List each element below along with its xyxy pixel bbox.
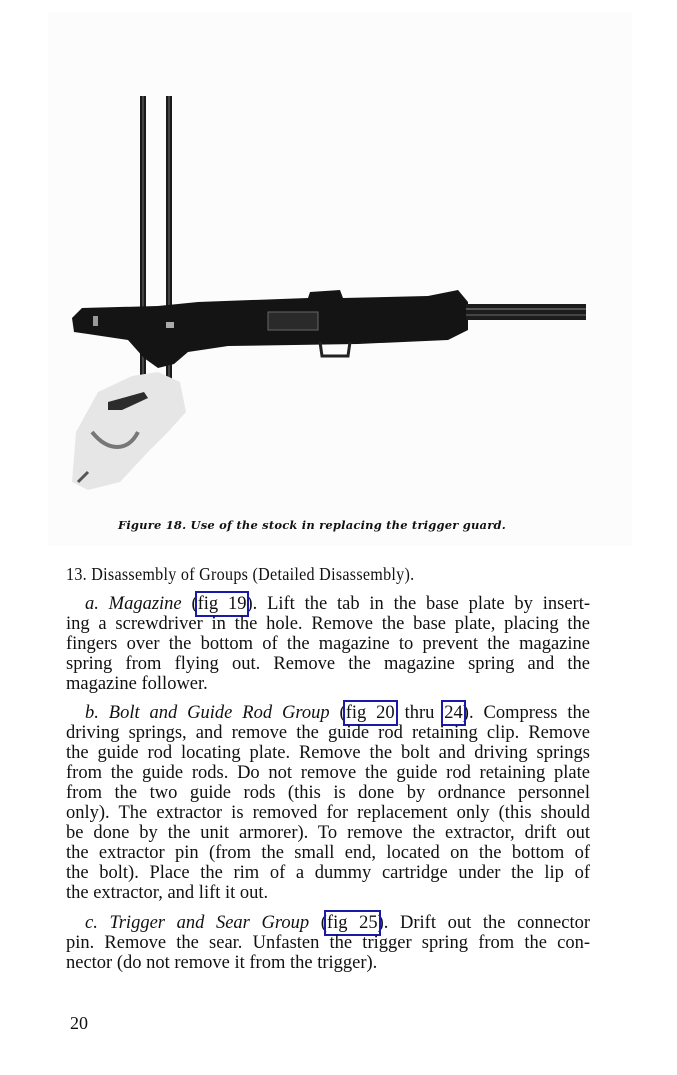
paragraph-line: driving springs, and remove the guide rod retaining clip. Remove [66, 723, 590, 743]
subsection-title: b. Bolt and Guide Rod Group [85, 703, 330, 723]
paragraph-line: only). The extractor is removed for replacement only (this should [66, 803, 590, 823]
paragraph-line: magazine follower. [66, 674, 208, 694]
paragraph-line: nector (do not remove it from the trigger). [66, 953, 378, 973]
subsection-title: c. Trigger and Sear Group [85, 913, 310, 933]
paragraph-line: from the guide rods. Do not remove the guide rod retaining plate [66, 763, 590, 783]
paragraph-line: a. Magazine (fig 19). Lift the tab in the base plate by insert- [85, 594, 590, 614]
figure-link[interactable]: 24 [444, 703, 463, 723]
rifle-stock-photo-icon [48, 12, 632, 546]
figure-link[interactable]: fig 25 [326, 913, 378, 933]
paragraph-line: spring from flying out. Remove the magazine spring and the [66, 654, 590, 674]
paragraph-line: the guide rod locating plate. Remove the bolt and driving springs [66, 743, 590, 763]
paragraph-line: be done by the unit armorer). To remove the extractor, drift out [66, 823, 590, 843]
paragraph-line: b. Bolt and Guide Rod Group (fig 20 thru 24). Compress the [85, 703, 590, 723]
section-heading: 13. Disassembly of Groups (Detailed Disassembly). [66, 564, 415, 584]
subsection-title: a. Magazine [85, 594, 182, 614]
figure-link[interactable]: fig 19 [197, 594, 247, 614]
paragraph-line: the extractor pin (from the small end, located on the bottom of [66, 843, 590, 863]
paragraph-line: ing a screwdriver in the hole. Remove the base plate, placing the [66, 614, 590, 634]
figure-link[interactable]: fig 20 [345, 703, 395, 723]
line-text: ). Drift out the connector [377, 913, 590, 933]
figure-photo [48, 12, 632, 546]
line-text: ). Lift the tab in the base plate by insert- [246, 594, 590, 614]
line-text: ). Compress the [462, 703, 590, 723]
figure-caption: Figure 18. Use of the stock in replacing the trigger guard. [118, 518, 506, 532]
line-text: thru [394, 703, 445, 723]
paragraph-line: pin. Remove the sear. Unfasten the trigger spring from the con- [66, 933, 590, 953]
page-number: 20 [70, 1013, 88, 1033]
paragraph-line: the bolt). Place the rim of a dummy cartridge under the lip of [66, 863, 590, 883]
paragraph-line: the extractor, and lift it out. [66, 883, 269, 903]
paragraph-line: fingers over the bottom of the magazine to prevent the magazine [66, 634, 590, 654]
paragraph-line: from the two guide rods (this is done by ordnance personnel [66, 783, 590, 803]
paragraph-line: c. Trigger and Sear Group (fig 25). Drift out the connector [85, 913, 590, 933]
